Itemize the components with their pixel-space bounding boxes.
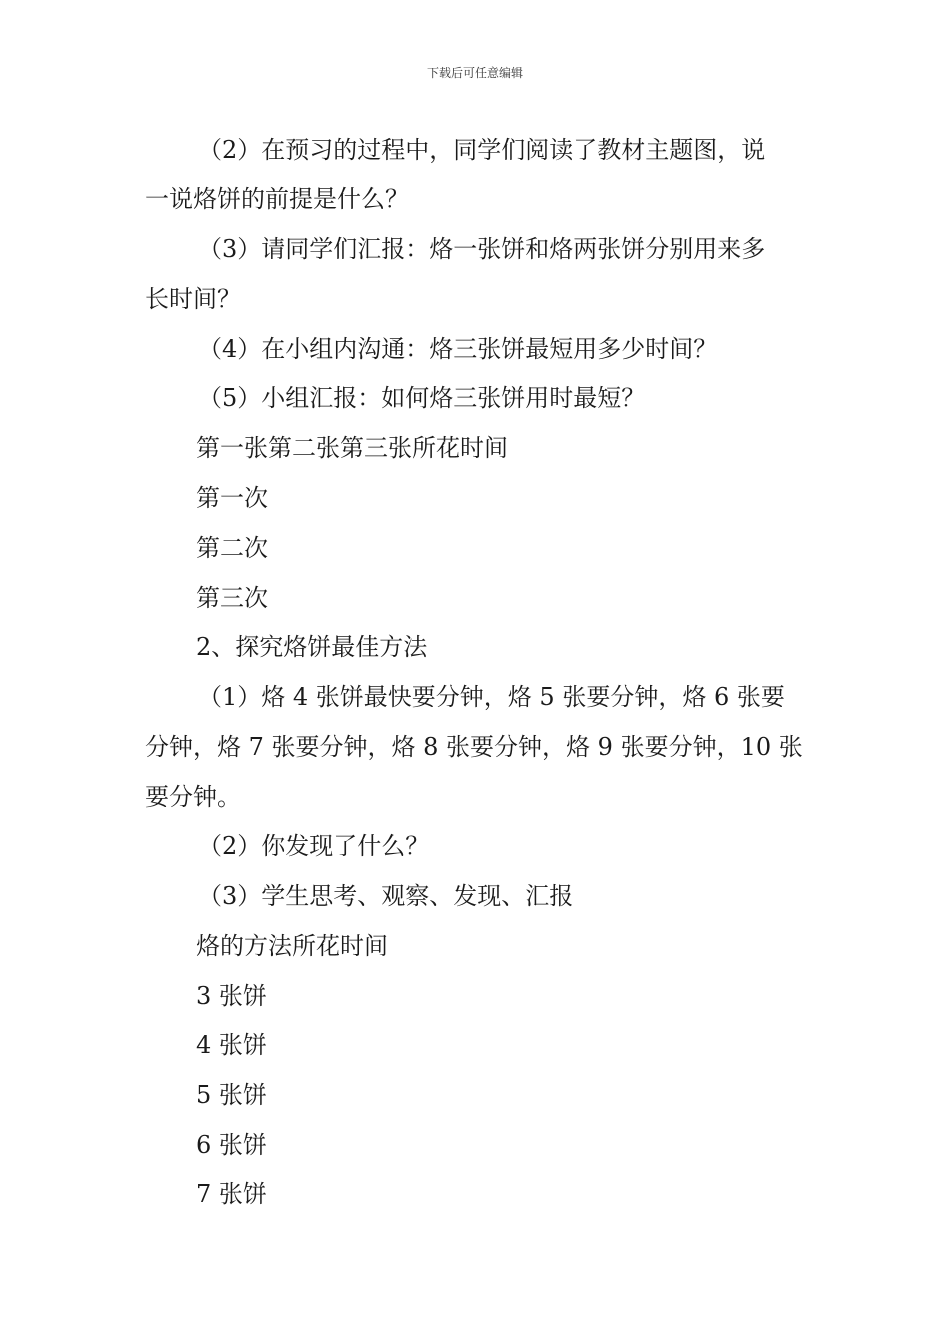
table-row-label: 5 张饼 — [196, 1081, 267, 1109]
table-row-label: 7 张饼 — [196, 1180, 267, 1208]
table-header-line: 烙的方法所花时间 — [196, 932, 388, 960]
section-heading: 2、探究烙饼最佳方法 — [196, 633, 428, 661]
paragraph-line: （2）在预习的过程中，同学们阅读了教材主题图，说 — [198, 136, 766, 164]
paragraph-line: （1）烙 4 张饼最快要分钟，烙 5 张要分钟，烙 6 张要 — [198, 683, 785, 711]
page-header: 下载后可任意编辑 — [426, 66, 523, 80]
paragraph-line: 要分钟。 — [145, 783, 241, 811]
table-row-label: 3 张饼 — [196, 982, 267, 1010]
table-row-label: 第一次 — [196, 484, 268, 512]
table-header-line: 第一张第二张第三张所花时间 — [196, 434, 508, 462]
table-row-label: 第三次 — [196, 584, 268, 612]
paragraph-line: （2）你发现了什么？ — [198, 832, 430, 860]
paragraph-line: 一说烙饼的前提是什么？ — [145, 185, 409, 213]
paragraph-line: （3）请同学们汇报：烙一张饼和烙两张饼分别用来多 — [198, 235, 766, 263]
paragraph-line: （4）在小组内沟通：烙三张饼最短用多少时间？ — [198, 335, 718, 363]
paragraph-line: 长时间？ — [145, 285, 241, 313]
paragraph-line: 分钟，烙 7 张要分钟，烙 8 张要分钟，烙 9 张要分钟，10 张 — [145, 733, 803, 761]
table-row-label: 4 张饼 — [196, 1031, 267, 1059]
table-row-label: 第二次 — [196, 534, 268, 562]
table-row-label: 6 张饼 — [196, 1131, 267, 1159]
paragraph-line: （3）学生思考、观察、发现、汇报 — [198, 882, 574, 910]
paragraph-line: （5）小组汇报：如何烙三张饼用时最短？ — [198, 384, 646, 412]
